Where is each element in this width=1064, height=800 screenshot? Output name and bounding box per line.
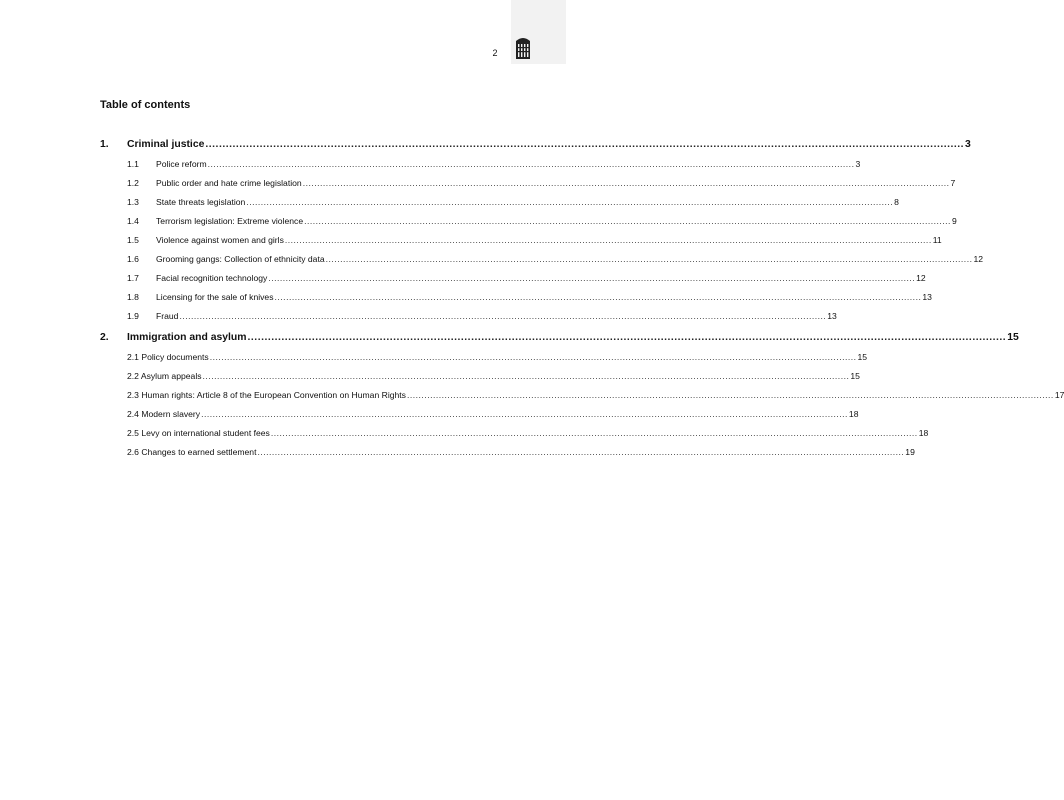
toc-leader-dots bbox=[268, 273, 915, 283]
toc-entry-page: 8 bbox=[894, 197, 899, 207]
toc-entry-grooming-gangs[interactable] bbox=[100, 245, 984, 264]
toc-entry-number: 1.8 bbox=[127, 292, 139, 302]
toc-entry-number: 1.4 bbox=[127, 216, 139, 226]
toc-entry-page: 19 bbox=[905, 447, 915, 457]
toc-entry-terrorism[interactable] bbox=[100, 207, 957, 226]
toc-entry-fraud[interactable] bbox=[100, 302, 837, 321]
toc-leader-dots bbox=[246, 197, 893, 207]
toc-entry-number: 1.3 bbox=[127, 197, 139, 207]
portcullis-crest-icon bbox=[515, 36, 531, 60]
toc-entry-page: 15 bbox=[850, 371, 860, 381]
toc-entry-page: 7 bbox=[950, 178, 956, 188]
toc-entry-number: 1.7 bbox=[127, 273, 139, 283]
toc-entry-page: 15 bbox=[857, 352, 868, 362]
toc-entry-page: 3 bbox=[855, 159, 861, 169]
toc-entry-label: Immigration and asylum bbox=[127, 332, 247, 343]
toc-entry-number: 1.5 bbox=[127, 235, 139, 245]
toc-entry-label: Fraud bbox=[156, 311, 179, 321]
toc-entry-facial-recognition[interactable] bbox=[100, 264, 926, 283]
toc-entry-label: 2.5 Levy on international student fees bbox=[127, 428, 270, 438]
toc-leader-dots bbox=[248, 332, 1007, 343]
toc-entry-police-reform[interactable] bbox=[100, 150, 861, 169]
toc-entry-criminal-justice[interactable] bbox=[100, 128, 971, 150]
toc-entry-label: Police reform bbox=[156, 159, 207, 169]
toc-leader-dots bbox=[257, 447, 904, 457]
toc-entry-page: 18 bbox=[848, 409, 859, 419]
toc-entry-label: 2.6 Changes to earned settlement bbox=[127, 447, 257, 457]
toc-entry-label: Violence against women and girls bbox=[156, 235, 284, 245]
toc-leader-dots bbox=[285, 235, 932, 245]
toc-entry-page: 9 bbox=[951, 216, 957, 226]
toc-leader-dots bbox=[275, 292, 922, 302]
toc-entry-label: 2.1 Policy documents bbox=[127, 352, 209, 362]
toc-entry-label: Facial recognition technology bbox=[156, 273, 268, 283]
toc-entry-asylum-appeals[interactable] bbox=[100, 362, 860, 381]
toc-entry-page: 18 bbox=[918, 428, 929, 438]
toc-entry-page: 13 bbox=[827, 311, 837, 321]
toc-leader-dots bbox=[326, 254, 973, 264]
toc-leader-dots bbox=[201, 409, 848, 419]
toc-entry-label: Licensing for the sale of knives bbox=[156, 292, 274, 302]
page-number: 2 bbox=[492, 48, 498, 58]
toc-entry-number: 1.2 bbox=[127, 178, 139, 188]
toc-entry-page: 11 bbox=[932, 235, 942, 245]
table-of-contents bbox=[100, 128, 1064, 457]
toc-entry-page: 15 bbox=[1007, 332, 1019, 343]
toc-entry-page: 12 bbox=[973, 254, 984, 264]
toc-entry-earned-settlement[interactable] bbox=[100, 438, 915, 457]
toc-entry-page: 12 bbox=[916, 273, 926, 283]
toc-entry-number: 2. bbox=[100, 332, 109, 343]
toc-entry-number: 1.6 bbox=[127, 254, 139, 264]
toc-leader-dots bbox=[205, 139, 964, 150]
toc-entry-label: State threats legislation bbox=[156, 197, 246, 207]
toc-entry-label: Grooming gangs: Collection of ethnicity data bbox=[156, 254, 325, 264]
toc-leader-dots bbox=[304, 216, 951, 226]
toc-entry-knife-licensing[interactable] bbox=[100, 283, 932, 302]
toc-entry-label: Criminal justice bbox=[127, 139, 205, 150]
toc-entry-human-rights[interactable] bbox=[100, 381, 1064, 400]
toc-entry-policy-documents[interactable] bbox=[100, 343, 868, 362]
toc-leader-dots bbox=[210, 352, 857, 362]
toc-entry-number: 1. bbox=[100, 139, 109, 150]
toc-leader-dots bbox=[179, 311, 826, 321]
toc-heading: Table of contents bbox=[100, 99, 191, 111]
toc-leader-dots bbox=[271, 428, 918, 438]
toc-entry-vawg[interactable] bbox=[100, 226, 942, 245]
toc-entry-modern-slavery[interactable] bbox=[100, 400, 859, 419]
toc-entry-state-threats[interactable] bbox=[100, 188, 899, 207]
toc-leader-dots bbox=[407, 390, 1054, 400]
toc-entry-label: 2.4 Modern slavery bbox=[127, 409, 201, 419]
toc-leader-dots bbox=[303, 178, 950, 188]
toc-entry-immigration-asylum[interactable] bbox=[100, 321, 1019, 343]
toc-leader-dots bbox=[203, 371, 850, 381]
toc-entry-label: 2.2 Asylum appeals bbox=[127, 371, 202, 381]
toc-entry-label: Public order and hate crime legislation bbox=[156, 178, 302, 188]
toc-entry-page: 17 bbox=[1054, 390, 1064, 400]
toc-entry-public-order[interactable] bbox=[100, 169, 956, 188]
toc-entry-label: 2.3 Human rights: Article 8 of the European Convention on Human Rights bbox=[127, 390, 406, 400]
toc-entry-page: 3 bbox=[965, 139, 971, 150]
toc-entry-number: 1.1 bbox=[127, 159, 139, 169]
toc-entry-label: Terrorism legislation: Extreme violence bbox=[156, 216, 304, 226]
toc-entry-page: 13 bbox=[922, 292, 932, 302]
toc-leader-dots bbox=[208, 159, 855, 169]
toc-entry-number: 1.9 bbox=[127, 311, 139, 321]
toc-entry-student-levy[interactable] bbox=[100, 419, 929, 438]
